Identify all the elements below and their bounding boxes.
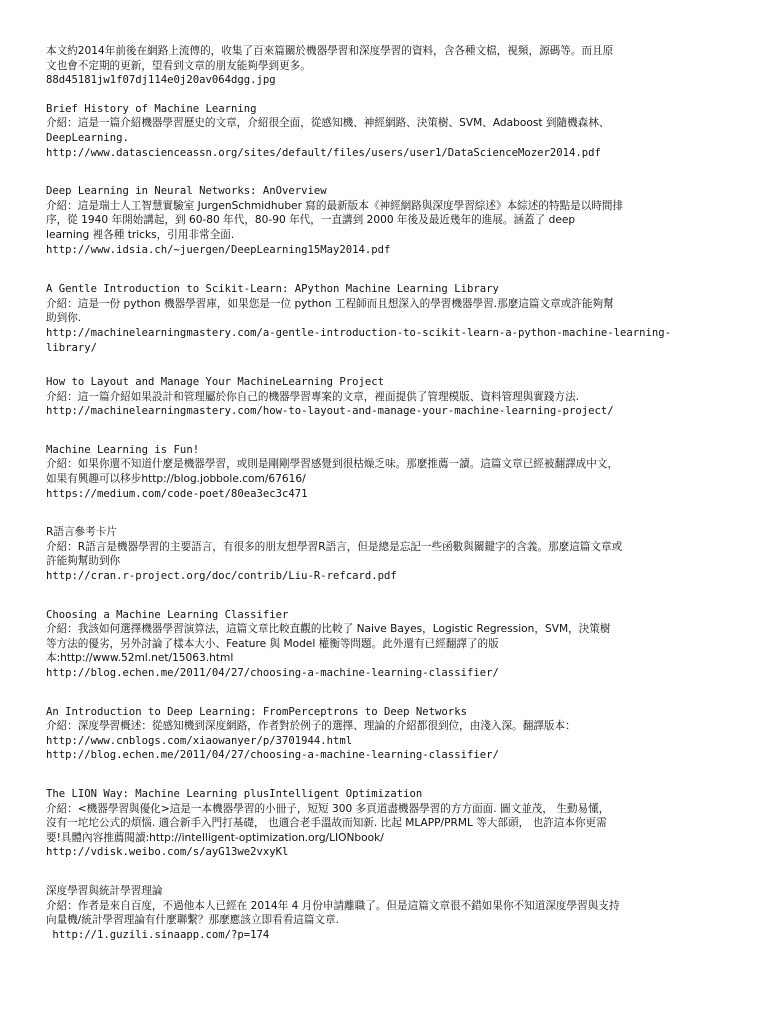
entry-description-line: 介紹：如果你還不知道什麼是機器學習，或則是剛剛學習感覺到很枯燥乏味。那麼推薦一讀。這篇文章已經被翻譯成中文， (46, 458, 619, 471)
intro-text-line-1: 本文約2014年前後在網路上流傳的，收集了百來篇關於機器學習和深度學習的資料，含各種文檔，視頻，源碼等。而且原 (46, 45, 614, 57)
entry-title: 深度學習與統計學習理論 (46, 884, 163, 897)
entry-link[interactable]: http://cran.r-project.org/doc/contrib/Liu-R-refcard.pdf (46, 570, 397, 583)
entry-description-line: 許能夠幫助到你 (46, 555, 121, 568)
entry-description-line: 介紹：<機器學習與優化>這是一本機器學習的小冊子，短短 300 多頁道盡機器學習的方方面面. 圖文並茂， 生動易懂， (46, 802, 610, 815)
entry-link[interactable]: http://1.guzili.sinaapp.com/?p=174 (46, 928, 270, 941)
entry-intro-deep-learning (46, 705, 730, 763)
entry-description-line: 介紹：R語言是機器學習的主要語言，有很多的朋友想學習R語言，但是總是忘記一些函數與關鍵字的含義。那麼這篇文章或 (46, 540, 623, 553)
entry-description-line: 等方法的優劣，另外討論了樣本大小、Feature 與 Model 權衡等問題。此外還有已經翻譯了的版 (46, 637, 499, 650)
entry-link[interactable]: http://blog.echen.me/2011/04/27/choosing-a-machine-learning-classifier/ (46, 667, 499, 679)
entry-description-line: 介紹：這是瑞士人工智慧實驗室 JurgenSchmidhuber 寫的最新版本《神經網路與深度學習綜述》本綜述的特點是以時間排 (46, 199, 624, 212)
entry-title: Brief History of Machine Learning (46, 102, 257, 115)
entry-title: The LION Way: Machine Learning plusIntelligent Optimization (46, 787, 423, 800)
entry-description-line: 介紹：深度學習概述：從感知機到深度網路，作者對於例子的選擇、理論的介紹都很到位，由淺入深。翻譯版本： (46, 720, 576, 733)
entry-description-line: 如果有興趣可以移步http://blog.jobbole.com/67616/ (46, 473, 306, 486)
entry-brief-history (46, 102, 730, 160)
entry-description-line: http://www.cnblogs.com/xiaowanyer/p/3701944.html (46, 734, 353, 747)
entry-title: Deep Learning in Neural Networks: AnOverview (46, 185, 327, 198)
entry-description-line: 介紹：這一篇介紹如果設計和管理屬於你自己的機器學習專案的文章，裡面提供了管理模版、資料管理與實踐方法. (46, 390, 580, 403)
entry-title: R語言參考卡片 (46, 526, 117, 539)
intro-filename: 88d45181jw1f07dj114e0j20av064dgg.jpg (46, 74, 276, 87)
entry-title: An Introduction to Deep Learning: FromPerceptrons to Deep Networks (46, 705, 467, 718)
entry-machine-learning-fun (46, 443, 730, 501)
entry-deep-learning-overview (46, 184, 730, 257)
entry-deep-learning-statistical-theory (46, 884, 730, 942)
entry-description-line: 介紹：我該如何選擇機器學習演算法，這篇文章比較直觀的比較了 Naive Bayes，Logistic Regression，SVM，決策樹 (46, 623, 611, 636)
entry-description-line: 向量機/統計學習理論有什麼聯繫？那麼應該立即看看這篇文章. (46, 914, 339, 927)
entry-description-line: learning 裡各種 tricks，引用非常全面. (46, 228, 235, 241)
entry-description-line: 本:http://www.52ml.net/15063.html (46, 652, 234, 665)
entry-description-line: 序，從 1940 年開始講起，到 60-80 年代，80-90 年代，一直講到 2000 年後及最近幾年的進展。涵蓋了 deep (46, 214, 576, 227)
entry-description-line: 助到你. (46, 312, 82, 325)
entry-link[interactable]: http://machinelearningmastery.com/a-gentle-introduction-to-scikit-learn-a-python-machine-learning- (46, 326, 672, 339)
entry-r-reference-card (46, 525, 730, 583)
entry-link[interactable]: https://medium.com/code-poet/80ea3ec3c471 (46, 487, 308, 500)
entry-description-line: DeepLearning. (46, 131, 129, 144)
entry-link[interactable]: http://machinelearningmastery.com/how-to-layout-and-manage-your-machine-learning-project/ (46, 405, 614, 418)
entry-link[interactable]: http://www.idsia.ch/~juergen/DeepLearning15May2014.pdf (46, 243, 391, 256)
entry-title: Choosing a Machine Learning Classifier (46, 608, 289, 621)
entry-title: A Gentle Introduction to Scikit-Learn: APython Machine Learning Library (46, 283, 499, 296)
entry-description-line: 介紹：這是一篇介紹機器學習歷史的文章，介紹很全面，從感知機、神經網路、決策樹、SVM、Adaboost 到隨機森林、 (46, 117, 610, 130)
entry-scikit-learn (46, 282, 730, 355)
intro-text-line-2: 文也會不定期的更新，望看到文章的朋友能夠學到更多。 (46, 59, 311, 72)
entry-title: How to Layout and Manage Your MachineLearning Project (46, 376, 385, 389)
document-page (46, 44, 730, 942)
entry-title: Machine Learning is Fun! (46, 443, 200, 456)
entry-link-continued[interactable]: library/ (46, 341, 98, 354)
entry-link[interactable]: http://vdisk.weibo.com/s/ayG13we2vxyKl (46, 846, 289, 859)
entry-link[interactable]: http://www.datascienceassn.org/sites/default/files/users/user1/DataScienceMozer2014.pdf (46, 146, 601, 159)
entry-description-line: 沒有一坨坨公式的煩惱. 適合新手入門打基礎， 也適合老手溫故而知新. 比起 MLAPP/PRML 等大部頭， 也許這本你更需 (46, 817, 607, 830)
entry-layout-manage-project (46, 375, 730, 419)
entry-choosing-classifier (46, 608, 730, 681)
entry-lion-way (46, 787, 730, 860)
entry-description-line: 要!具體內容推薦閱讀:http://intelligent-optimization.org/LIONbook/ (46, 831, 384, 844)
entry-description-line: 介紹：這是一份 python 機器學習庫，如果您是一位 python 工程師而且想深入的學習機器學習.那麼這篇文章或許能夠幫 (46, 297, 614, 310)
entry-description-line: 介紹：作者是來自百度，不過他本人已經在 2014年 4 月份申請離職了。但是這篇文章很不錯如果你不知道深度學習與支持 (46, 899, 620, 912)
intro-section (46, 44, 730, 88)
entry-link[interactable]: http://blog.echen.me/2011/04/27/choosing-a-machine-learning-classifier/ (46, 749, 499, 762)
